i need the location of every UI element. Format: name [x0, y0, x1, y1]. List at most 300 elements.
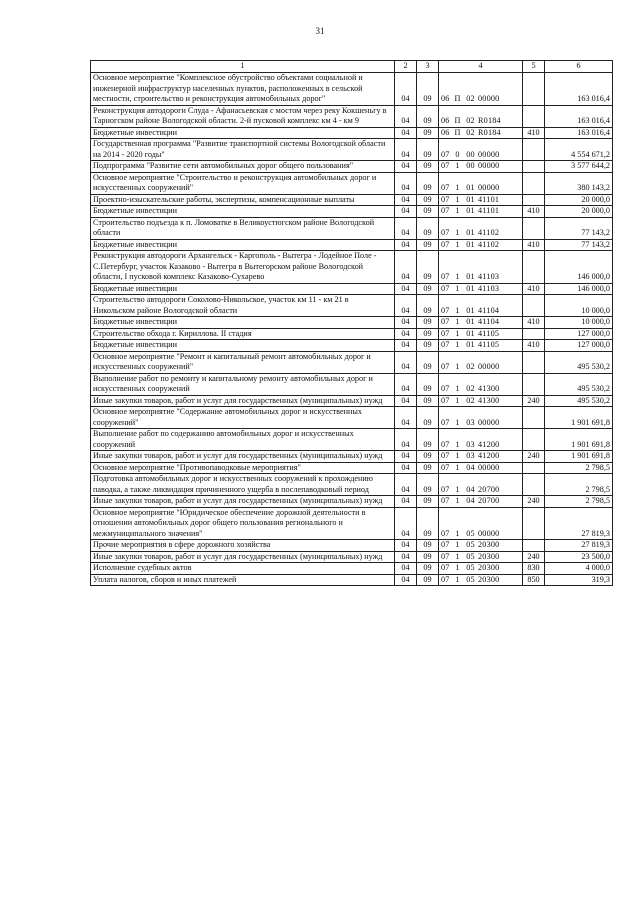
target-article-part: 04	[466, 484, 475, 494]
table-row	[91, 340, 613, 352]
row-target-article	[439, 239, 523, 251]
row-target-article	[439, 172, 523, 194]
row-expense-type	[523, 507, 545, 540]
row-target-article	[439, 395, 523, 407]
row-name: Основное мероприятие "Строительство и реконструкция автомобильных дорог и искусственных сооружений"	[91, 172, 395, 194]
target-article-part: 00000	[478, 462, 500, 472]
table-row	[91, 462, 613, 474]
table-row	[91, 407, 613, 429]
row-amount: 4 000,0	[545, 563, 613, 575]
row-target-article	[439, 194, 523, 206]
target-article-part: 1	[455, 194, 460, 204]
target-article-part: 00000	[478, 149, 500, 159]
row-amount: 146 000,0	[545, 283, 613, 295]
row-subsection: 09	[417, 574, 439, 586]
row-section: 04	[395, 317, 417, 329]
target-article-part: 07	[441, 340, 450, 349]
row-amount: 23 500,0	[545, 551, 613, 563]
row-name: Основное мероприятие "Комплексное обустройство объектами социальной и инженерной инфраструктур населенных пунктов, расположенных в сельской местности, строительство и реконструкция автомобильных дорог"	[91, 73, 395, 106]
target-article-part: 41103	[478, 283, 500, 293]
target-article-part: 07	[441, 283, 450, 293]
target-article-part: 07	[441, 574, 450, 584]
target-article-part: 03	[466, 439, 475, 449]
row-amount: 2 798,5	[545, 496, 613, 508]
target-article-part: П	[454, 127, 461, 137]
row-target-article	[439, 507, 523, 540]
row-name: Бюджетные инвестиции	[91, 239, 395, 251]
target-article-part: 00000	[478, 94, 500, 103]
row-amount: 27 819,3	[545, 540, 613, 552]
target-article-part: 02	[466, 116, 475, 125]
row-target-article	[439, 283, 523, 295]
row-section: 04	[395, 127, 417, 139]
table-row	[91, 429, 613, 451]
row-section: 04	[395, 373, 417, 395]
target-article-part: 20700	[478, 484, 500, 494]
target-article-part: 41101	[478, 194, 500, 204]
target-article-part: 0	[455, 149, 460, 159]
target-article-part: 1	[455, 272, 460, 281]
target-article-part: П	[454, 94, 461, 103]
row-name: Строительство обхода г. Кириллова. II стадия	[91, 328, 395, 340]
row-name: Иные закупки товаров, работ и услуг для государственных (муниципальных) нужд	[91, 395, 395, 407]
target-article-part: 41105	[478, 328, 500, 338]
row-name: Основное мероприятие "Содержание автомобильных дорог и искусственных сооружений"	[91, 407, 395, 429]
table-row	[91, 161, 613, 173]
row-name: Строительство автодороги Соколово-Никольское, участок км 11 - км 21 в Никольском районе Вологодской области	[91, 295, 395, 317]
row-name: Государственная программа "Развитие транспортной системы Вологодской области на 2014 - 2020 годы"	[91, 139, 395, 161]
table-row	[91, 217, 613, 239]
target-article-part: 1	[455, 439, 460, 449]
row-expense-type: 240	[523, 496, 545, 508]
target-article-part: 41104	[478, 317, 500, 326]
table-row	[91, 194, 613, 206]
row-amount: 380 143,2	[545, 172, 613, 194]
row-name: Уплата налогов, сборов и иных платежей	[91, 574, 395, 586]
row-subsection: 09	[417, 239, 439, 251]
target-article-part: 07	[441, 384, 450, 393]
row-subsection: 09	[417, 317, 439, 329]
row-section: 04	[395, 194, 417, 206]
row-amount: 1 901 691,8	[545, 407, 613, 429]
row-name: Основное мероприятие "Противопаводковые мероприятия"	[91, 462, 395, 474]
target-article-part: 41104	[478, 305, 500, 315]
target-article-part: 05	[466, 574, 475, 584]
target-article-part: 02	[466, 384, 475, 393]
row-name: Строительство подъезда к п. Ломоватке в Великоустюгском районе Вологодской области	[91, 217, 395, 239]
row-section: 04	[395, 551, 417, 563]
target-article-part: 02	[466, 395, 475, 405]
target-article-part: 01	[466, 305, 475, 315]
table-row	[91, 373, 613, 395]
row-expense-type: 410	[523, 317, 545, 329]
target-article-part: 04	[466, 462, 475, 472]
row-amount: 27 819,3	[545, 507, 613, 540]
target-article-part: 07	[441, 551, 450, 561]
row-amount: 20 000,0	[545, 206, 613, 218]
row-expense-type: 830	[523, 563, 545, 575]
target-article-part: 1	[455, 451, 460, 460]
row-amount: 2 798,5	[545, 474, 613, 496]
target-article-part: 07	[441, 183, 450, 192]
row-subsection: 09	[417, 496, 439, 508]
table-row	[91, 507, 613, 540]
row-section: 04	[395, 206, 417, 218]
row-target-article	[439, 139, 523, 161]
row-subsection: 09	[417, 328, 439, 340]
row-expense-type: 240	[523, 551, 545, 563]
row-amount: 319,3	[545, 574, 613, 586]
target-article-part: 1	[455, 239, 460, 249]
row-amount: 163 016,4	[545, 73, 613, 106]
row-section: 04	[395, 574, 417, 586]
target-article-part: 1	[455, 328, 460, 338]
target-article-part: 01	[466, 317, 475, 326]
target-article-part: 00000	[478, 161, 500, 170]
table-row	[91, 540, 613, 552]
row-expense-type	[523, 295, 545, 317]
row-target-article	[439, 161, 523, 173]
target-article-part: 20300	[478, 563, 500, 572]
target-article-part: R0184	[478, 116, 501, 125]
target-article-part: 20300	[478, 574, 500, 584]
row-subsection: 09	[417, 161, 439, 173]
row-section: 04	[395, 407, 417, 429]
row-amount: 146 000,0	[545, 251, 613, 284]
table-row	[91, 563, 613, 575]
target-article-part: 20700	[478, 496, 500, 505]
target-article-part: 1	[455, 484, 460, 494]
target-article-part: 05	[466, 563, 475, 572]
row-target-article	[439, 496, 523, 508]
row-amount: 20 000,0	[545, 194, 613, 206]
table-row	[91, 206, 613, 218]
row-section: 04	[395, 283, 417, 295]
row-section: 04	[395, 161, 417, 173]
row-amount: 127 000,0	[545, 340, 613, 352]
row-subsection: 09	[417, 139, 439, 161]
row-name: Иные закупки товаров, работ и услуг для государственных (муниципальных) нужд	[91, 551, 395, 563]
row-target-article	[439, 462, 523, 474]
table-row	[91, 283, 613, 295]
target-article-part: 00000	[478, 417, 500, 427]
row-expense-type	[523, 407, 545, 429]
row-subsection: 09	[417, 172, 439, 194]
row-target-article	[439, 295, 523, 317]
table-row	[91, 251, 613, 284]
row-amount: 1 901 691,8	[545, 429, 613, 451]
target-article-part: 03	[466, 451, 475, 460]
row-expense-type: 410	[523, 239, 545, 251]
row-expense-type	[523, 217, 545, 239]
target-article-part: 1	[455, 283, 460, 293]
row-expense-type	[523, 328, 545, 340]
row-amount: 2 798,5	[545, 462, 613, 474]
row-target-article	[439, 73, 523, 106]
table-row	[91, 105, 613, 127]
target-article-part: 1	[455, 462, 460, 472]
target-article-part: 06	[441, 94, 450, 103]
target-article-part: 00000	[478, 528, 500, 538]
row-target-article	[439, 563, 523, 575]
row-section: 04	[395, 105, 417, 127]
row-expense-type	[523, 161, 545, 173]
header-col-5: 5	[523, 61, 545, 73]
row-subsection: 09	[417, 507, 439, 540]
target-article-part: 1	[455, 228, 460, 237]
row-target-article	[439, 574, 523, 586]
row-amount: 1 901 691,8	[545, 451, 613, 463]
row-amount: 77 143,2	[545, 217, 613, 239]
row-target-article	[439, 105, 523, 127]
row-expense-type: 240	[523, 451, 545, 463]
row-expense-type	[523, 251, 545, 284]
target-article-part: 00	[466, 161, 475, 170]
row-subsection: 09	[417, 395, 439, 407]
row-target-article	[439, 217, 523, 239]
header-col-3: 3	[417, 61, 439, 73]
row-target-article	[439, 206, 523, 218]
row-subsection: 09	[417, 127, 439, 139]
row-subsection: 09	[417, 251, 439, 284]
row-amount: 163 016,4	[545, 105, 613, 127]
target-article-part: 41102	[478, 228, 500, 237]
target-article-part: 03	[466, 417, 475, 427]
row-section: 04	[395, 295, 417, 317]
row-expense-type: 850	[523, 574, 545, 586]
target-article-part: 01	[466, 206, 475, 215]
target-article-part: 07	[441, 462, 450, 472]
row-subsection: 09	[417, 295, 439, 317]
row-target-article	[439, 317, 523, 329]
row-subsection: 09	[417, 351, 439, 373]
target-article-part: 00	[466, 149, 475, 159]
row-section: 04	[395, 462, 417, 474]
target-article-part: П	[454, 116, 461, 125]
target-article-part: 06	[441, 127, 450, 137]
row-expense-type	[523, 540, 545, 552]
target-article-part: 07	[441, 194, 450, 204]
row-section: 04	[395, 474, 417, 496]
target-article-part: 01	[466, 228, 475, 237]
row-amount: 3 577 644,2	[545, 161, 613, 173]
row-amount: 4 554 671,2	[545, 139, 613, 161]
row-expense-type: 410	[523, 127, 545, 139]
table-row	[91, 395, 613, 407]
target-article-part: 07	[441, 563, 450, 572]
row-amount: 77 143,2	[545, 239, 613, 251]
row-section: 04	[395, 239, 417, 251]
row-name: Реконструкция автодороги Архангельск - Каргополь - Вытегра - Лодейное Поле - С.Петербург, участок Казаково - Вытегра в Вытегорском районе Вологодской области, I пусковой комплекс Казаково-Сухарево	[91, 251, 395, 284]
budget-table	[90, 60, 613, 586]
target-article-part: 07	[441, 272, 450, 281]
target-article-part: 1	[455, 340, 460, 349]
table-row	[91, 172, 613, 194]
table-row	[91, 496, 613, 508]
table-row	[91, 328, 613, 340]
row-expense-type: 410	[523, 206, 545, 218]
table-row	[91, 139, 613, 161]
row-subsection: 09	[417, 373, 439, 395]
row-expense-type	[523, 462, 545, 474]
target-article-part: 02	[466, 362, 475, 371]
row-expense-type	[523, 373, 545, 395]
row-amount: 127 000,0	[545, 328, 613, 340]
target-article-part: 07	[441, 161, 450, 170]
target-article-part: 41102	[478, 239, 500, 249]
row-amount: 495 530,2	[545, 395, 613, 407]
row-target-article	[439, 451, 523, 463]
header-col-1: 1	[91, 61, 395, 73]
target-article-part: 07	[441, 395, 450, 405]
page-number: 31	[315, 26, 325, 36]
target-article-part: 00000	[478, 362, 500, 371]
row-name: Исполнение судебных актов	[91, 563, 395, 575]
table-row	[91, 317, 613, 329]
header-col-4: 4	[439, 61, 523, 73]
target-article-part: 1	[455, 183, 460, 192]
row-section: 04	[395, 340, 417, 352]
row-target-article	[439, 474, 523, 496]
target-article-part: 1	[455, 161, 460, 170]
table-row	[91, 127, 613, 139]
row-name: Бюджетные инвестиции	[91, 317, 395, 329]
row-subsection: 09	[417, 105, 439, 127]
row-name: Выполнение работ по содержанию автомобильных дорог и искусственных сооружений	[91, 429, 395, 451]
row-expense-type: 240	[523, 395, 545, 407]
row-expense-type	[523, 194, 545, 206]
row-section: 04	[395, 496, 417, 508]
target-article-part: 07	[441, 362, 450, 371]
row-section: 04	[395, 328, 417, 340]
row-name: Бюджетные инвестиции	[91, 127, 395, 139]
row-target-article	[439, 551, 523, 563]
row-target-article	[439, 351, 523, 373]
row-expense-type	[523, 105, 545, 127]
target-article-part: 07	[441, 528, 450, 538]
row-subsection: 09	[417, 540, 439, 552]
row-subsection: 09	[417, 407, 439, 429]
table-row	[91, 351, 613, 373]
row-name: Реконструкция автодороги Слуда - Афанасьевская с мостом через реку Кокшеньгу в Тарногском районе Вологодской области. 2-й пусковой комплекс км 4 - км 9	[91, 105, 395, 127]
row-expense-type	[523, 73, 545, 106]
target-article-part: 07	[441, 496, 450, 505]
row-name: Проектно-изыскательские работы, экспертизы, компенсационные выплаты	[91, 194, 395, 206]
target-article-part: 07	[441, 417, 450, 427]
row-section: 04	[395, 563, 417, 575]
row-expense-type	[523, 429, 545, 451]
target-article-part: 01	[466, 328, 475, 338]
row-name: Бюджетные инвестиции	[91, 340, 395, 352]
target-article-part: 00000	[478, 183, 500, 192]
row-name: Основное мероприятие "Ремонт и капитальный ремонт автомобильных дорог и искусственных сооружений"	[91, 351, 395, 373]
target-article-part: 1	[455, 574, 460, 584]
table-header-row	[91, 61, 613, 73]
target-article-part: 1	[455, 417, 460, 427]
row-target-article	[439, 127, 523, 139]
target-article-part: 41200	[478, 439, 500, 449]
target-article-part: 1	[455, 528, 460, 538]
row-name: Иные закупки товаров, работ и услуг для государственных (муниципальных) нужд	[91, 496, 395, 508]
target-article-part: 07	[441, 328, 450, 338]
row-target-article	[439, 407, 523, 429]
row-expense-type: 410	[523, 283, 545, 295]
row-expense-type	[523, 139, 545, 161]
target-article-part: 06	[441, 116, 450, 125]
target-article-part: 1	[455, 384, 460, 393]
target-article-part: 07	[441, 305, 450, 315]
target-article-part: 01	[466, 239, 475, 249]
target-article-part: 07	[441, 239, 450, 249]
table-row	[91, 574, 613, 586]
target-article-part: 41300	[478, 384, 500, 393]
target-article-part: 01	[466, 194, 475, 204]
target-article-part: 02	[466, 94, 475, 103]
target-article-part: 01	[466, 283, 475, 293]
row-expense-type	[523, 351, 545, 373]
row-subsection: 09	[417, 429, 439, 451]
target-article-part: 1	[455, 563, 460, 572]
target-article-part: 04	[466, 496, 475, 505]
target-article-part: 05	[466, 528, 475, 538]
row-subsection: 09	[417, 283, 439, 295]
row-subsection: 09	[417, 217, 439, 239]
target-article-part: 1	[455, 206, 460, 215]
row-target-article	[439, 429, 523, 451]
row-section: 04	[395, 451, 417, 463]
row-subsection: 09	[417, 462, 439, 474]
header-col-2: 2	[395, 61, 417, 73]
target-article-part: 07	[441, 149, 450, 159]
target-article-part: 07	[441, 317, 450, 326]
row-expense-type	[523, 172, 545, 194]
row-section: 04	[395, 217, 417, 239]
row-section: 04	[395, 251, 417, 284]
row-target-article	[439, 340, 523, 352]
target-article-part: 07	[441, 540, 450, 549]
row-subsection: 09	[417, 551, 439, 563]
target-article-part: 01	[466, 340, 475, 349]
row-section: 04	[395, 172, 417, 194]
row-section: 04	[395, 540, 417, 552]
row-subsection: 09	[417, 194, 439, 206]
row-name: Основное мероприятие "Юридическое обеспечение дорожной деятельности в отношении автомобильных дорог общего пользования регионального и межмуниципального значения"	[91, 507, 395, 540]
row-amount: 495 530,2	[545, 351, 613, 373]
row-subsection: 09	[417, 73, 439, 106]
row-subsection: 09	[417, 474, 439, 496]
target-article-part: 1	[455, 317, 460, 326]
row-section: 04	[395, 507, 417, 540]
row-name: Подпрограмма "Развитие сети автомобильных дорог общего пользования"	[91, 161, 395, 173]
row-section: 04	[395, 429, 417, 451]
row-target-article	[439, 328, 523, 340]
target-article-part: 1	[455, 305, 460, 315]
table-row	[91, 551, 613, 563]
target-article-part: 1	[455, 362, 460, 371]
target-article-part: 07	[441, 206, 450, 215]
target-article-part: 05	[466, 540, 475, 549]
target-article-part: 1	[455, 395, 460, 405]
table-row	[91, 295, 613, 317]
table-row	[91, 239, 613, 251]
row-subsection: 09	[417, 340, 439, 352]
table-row	[91, 474, 613, 496]
row-subsection: 09	[417, 563, 439, 575]
row-target-article	[439, 540, 523, 552]
row-target-article	[439, 373, 523, 395]
target-article-part: 41300	[478, 395, 500, 405]
row-amount: 163 016,4	[545, 127, 613, 139]
